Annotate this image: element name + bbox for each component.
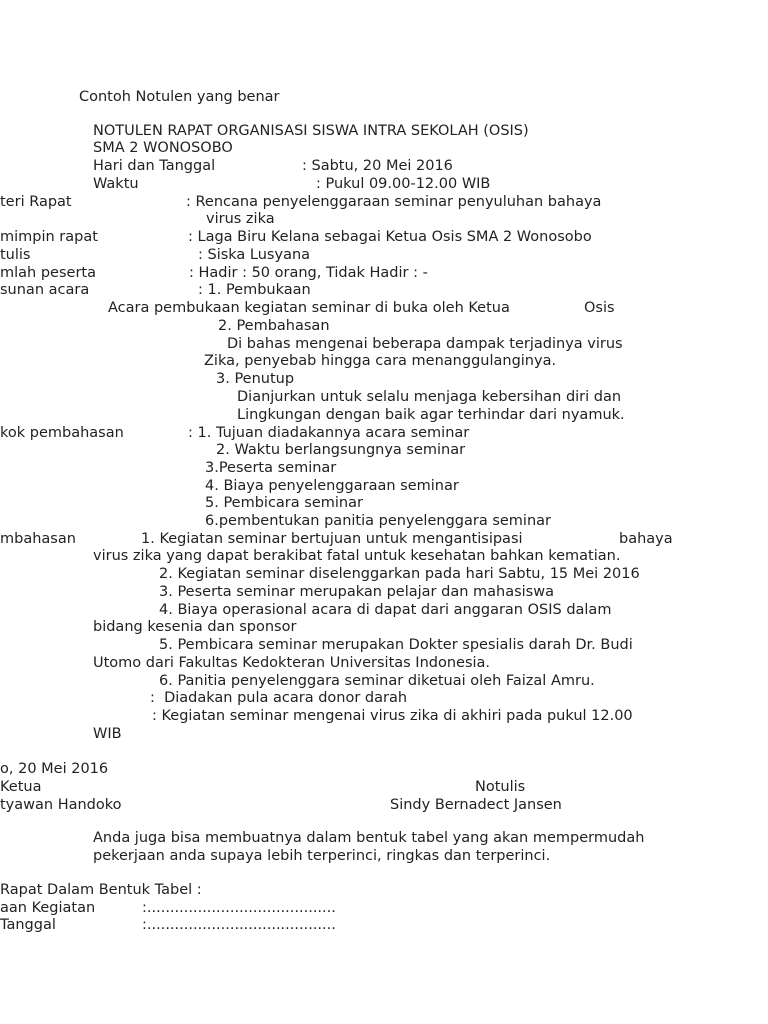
notulis-sign-label: Notulis xyxy=(475,779,526,795)
waktu-label: Waktu xyxy=(93,176,139,192)
susunan-item-1-desc: Acara pembukaan kegiatan seminar di buka oleh Ketua xyxy=(108,300,510,316)
table-row-1-label: aan Kegiatan xyxy=(0,900,96,916)
ketua-label: Ketua xyxy=(0,779,42,795)
susunan-item-2-desc-1: Di bahas mengenai beberapa dampak terjadinya virus xyxy=(227,336,623,352)
pemimpin-value: : Laga Biru Kelana sebagai Ketua Osis SMA 2 Wonosobo xyxy=(188,229,592,245)
pembahasan-item-4-cont: bidang kesenia dan sponsor xyxy=(93,619,297,635)
susunan-item-1-desc-end: Osis xyxy=(584,300,615,316)
notulis-value: : Siska Lusyana xyxy=(198,247,311,263)
penutup-value-cont: WIB xyxy=(93,726,122,742)
table-title: Rapat Dalam Bentuk Tabel : xyxy=(0,882,202,898)
materi-value: : Rencana penyelenggaraan seminar penyuluhan bahaya xyxy=(186,194,602,210)
pembahasan-item-1-cont: virus zika yang dapat berakibat fatal untuk kesehatan bahkan kematian. xyxy=(93,548,621,564)
pokok-item-5: 5. Pembicara seminar xyxy=(205,495,363,511)
pembahasan-item-6: 6. Panitia penyelenggara seminar diketuai oleh Faizal Amru. xyxy=(159,673,595,689)
pembahasan-item-3: 3. Peserta seminar merupakan pelajar dan mahasiswa xyxy=(159,584,554,600)
ketua-name: tyawan Handoko xyxy=(0,797,122,813)
pembahasan-item-5-cont: Utomo dari Fakultas Kedokteran Universitas Indonesia. xyxy=(93,655,491,671)
title-line-1: NOTULEN RAPAT ORGANISASI SISWA INTRA SEKOLAH (OSIS) xyxy=(93,123,529,139)
pokok-label: kok pembahasan xyxy=(0,425,124,441)
pokok-item-4: 4. Biaya penyelenggaraan seminar xyxy=(205,478,459,494)
susunan-item-3: 3. Penutup xyxy=(216,371,295,387)
hari-label: Hari dan Tanggal xyxy=(93,158,216,174)
pokok-item-3: 3.Peserta seminar xyxy=(205,460,337,476)
waktu-value: : Pukul 09.00-12.00 WIB xyxy=(316,176,491,192)
pembahasan-item-5: 5. Pembicara seminar merupakan Dokter spesialis darah Dr. Budi xyxy=(159,637,633,653)
susunan-item-1: : 1. Pembukaan xyxy=(198,282,311,298)
title-line-2: SMA 2 WONOSOBO xyxy=(93,140,233,156)
susunan-item-2-desc-2: Zika, penyebab hingga cara menanggulanginya. xyxy=(204,353,557,369)
date-place: o, 20 Mei 2016 xyxy=(0,761,109,777)
pembahasan-item-2: 2. Kegiatan seminar diselenggarkan pada hari Sabtu, 15 Mei 2016 xyxy=(159,566,640,582)
pembahasan-item-1: 1. Kegiatan seminar bertujuan untuk mengantisipasi xyxy=(141,531,523,547)
peserta-value: : Hadir : 50 orang, Tidak Hadir : - xyxy=(189,265,428,281)
table-row-1-value: :......................................... xyxy=(142,900,336,916)
pembahasan-item-1-end: bahaya xyxy=(619,531,673,547)
pembahasan-label: mbahasan xyxy=(0,531,76,547)
note-line-1: Anda juga bisa membuatnya dalam bentuk tabel yang akan mempermudah xyxy=(93,830,645,846)
susunan-item-2: 2. Pembahasan xyxy=(218,318,330,334)
table-row-2-value: :......................................... xyxy=(142,917,336,933)
pembahasan-item-4: 4. Biaya operasional acara di dapat dari anggaran OSIS dalam xyxy=(159,602,612,618)
pemimpin-label: mimpin rapat xyxy=(0,229,98,245)
susunan-item-3-desc-2: Lingkungan dengan baik agar terhindar dari nyamuk. xyxy=(237,407,625,423)
pokok-item-6: 6.pembentukan panitia penyelenggara seminar xyxy=(205,513,551,529)
hari-value: : Sabtu, 20 Mei 2016 xyxy=(302,158,453,174)
materi-label: teri Rapat xyxy=(0,194,72,210)
pokok-item-1: : 1. Tujuan diadakannya acara seminar xyxy=(188,425,470,441)
table-row-2-label: Tanggal xyxy=(0,917,56,933)
notulis-name: Sindy Bernadect Jansen xyxy=(390,797,562,813)
susunan-label: sunan acara xyxy=(0,282,90,298)
materi-value-cont: virus zika xyxy=(206,211,275,227)
susunan-item-3-desc-1: Dianjurkan untuk selalu menjaga kebersihan diri dan xyxy=(237,389,622,405)
lain-lain-value: : Diadakan pula acara donor darah xyxy=(150,690,408,706)
penutup-value: : Kegiatan seminar mengenai virus zika di akhiri pada pukul 12.00 xyxy=(152,708,633,724)
peserta-label: mlah peserta xyxy=(0,265,96,281)
notulis-label: tulis xyxy=(0,247,31,263)
pokok-item-2: 2. Waktu berlangsungnya seminar xyxy=(216,442,466,458)
heading: Contoh Notulen yang benar xyxy=(79,89,280,105)
note-line-2: pekerjaan anda supaya lebih terperinci, ringkas dan terperinci. xyxy=(93,848,551,864)
